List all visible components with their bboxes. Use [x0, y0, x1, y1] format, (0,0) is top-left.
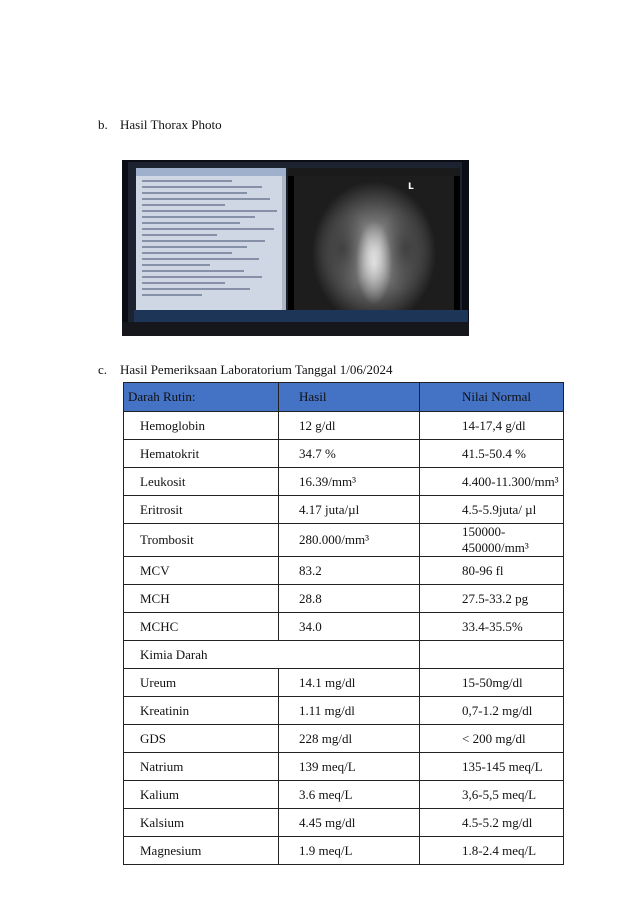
test-name: Kalium	[124, 781, 279, 809]
normal-range: 4.5-5.2 mg/dl	[420, 809, 564, 837]
test-name: Magnesium	[124, 837, 279, 865]
test-name: Kreatinin	[124, 697, 279, 725]
test-result: 1.9 meq/L	[279, 837, 420, 865]
table-row	[124, 440, 564, 468]
header-nilai-normal: Nilai Normal	[420, 383, 564, 412]
table-row	[124, 697, 564, 725]
normal-range: < 200 mg/dl	[420, 725, 564, 753]
test-name: Ureum	[124, 669, 279, 697]
test-result: 16.39/mm³	[279, 468, 420, 496]
table-row	[124, 412, 564, 440]
table-row	[124, 837, 564, 865]
section-row-kimia-darah	[124, 641, 564, 669]
test-name: Kalsium	[124, 809, 279, 837]
thorax-photo	[122, 160, 469, 336]
monitor-screen	[128, 162, 462, 322]
test-name: Hematokrit	[124, 440, 279, 468]
table-row	[124, 809, 564, 837]
normal-range: 0,7-1.2 mg/dl	[420, 697, 564, 725]
test-name: Natrium	[124, 753, 279, 781]
xray-viewer	[288, 168, 460, 316]
test-result: 34.0	[279, 613, 420, 641]
test-result: 228 mg/dl	[279, 725, 420, 753]
normal-range: 15-50mg/dl	[420, 669, 564, 697]
test-result: 139 meq/L	[279, 753, 420, 781]
table-header-row	[124, 383, 564, 412]
normal-range: 80-96 fl	[420, 557, 564, 585]
xray-side-marker: L	[408, 182, 414, 192]
test-name: Trombosit	[124, 524, 279, 557]
normal-range: 3,6-5,5 meq/L	[420, 781, 564, 809]
normal-range: 27.5-33.2 pg	[420, 585, 564, 613]
table-row	[124, 725, 564, 753]
test-name: MCH	[124, 585, 279, 613]
section-c-title: Hasil Pemeriksaan Laboratorium Tanggal 1/06/2024	[120, 362, 393, 377]
test-result: 28.8	[279, 585, 420, 613]
test-name: MCHC	[124, 613, 279, 641]
desk-edge	[122, 322, 469, 336]
test-name: MCV	[124, 557, 279, 585]
section-b-heading	[98, 117, 222, 133]
table-row	[124, 613, 564, 641]
test-result: 12 g/dl	[279, 412, 420, 440]
normal-range: 150000-450000/mm³	[420, 524, 564, 557]
empty-cell	[420, 641, 564, 669]
normal-range: 4.400-11.300/mm³	[420, 468, 564, 496]
test-result: 1.11 mg/dl	[279, 697, 420, 725]
section-c-marker: c.	[98, 362, 108, 377]
test-result: 4.17 juta/µl	[279, 496, 420, 524]
test-name: GDS	[124, 725, 279, 753]
normal-range: 4.5-5.9juta/ µl	[420, 496, 564, 524]
table-row	[124, 468, 564, 496]
kimia-darah-label: Kimia Darah	[124, 641, 420, 669]
table-row	[124, 557, 564, 585]
test-result: 280.000/mm³	[279, 524, 420, 557]
header-hasil: Hasil	[279, 383, 420, 412]
chest-xray-image	[294, 176, 454, 316]
normal-range: 1.8-2.4 meq/L	[420, 837, 564, 865]
test-result: 4.45 mg/dl	[279, 809, 420, 837]
scrollbar	[282, 176, 286, 316]
test-result: 14.1 mg/dl	[279, 669, 420, 697]
taskbar	[134, 310, 468, 322]
header-darah-rutin: Darah Rutin:	[124, 383, 279, 412]
section-b-title: Hasil Thorax Photo	[120, 117, 222, 132]
normal-range: 33.4-35.5%	[420, 613, 564, 641]
table-row	[124, 496, 564, 524]
table-row	[124, 524, 564, 557]
section-b-marker: b.	[98, 117, 108, 132]
normal-range: 41.5-50.4 %	[420, 440, 564, 468]
normal-range: 14-17,4 g/dl	[420, 412, 564, 440]
report-text-window	[136, 168, 286, 316]
test-name: Hemoglobin	[124, 412, 279, 440]
table-row	[124, 753, 564, 781]
test-name: Eritrosit	[124, 496, 279, 524]
table-row	[124, 781, 564, 809]
test-result: 34.7 %	[279, 440, 420, 468]
table-row	[124, 585, 564, 613]
test-result: 83.2	[279, 557, 420, 585]
table-row	[124, 669, 564, 697]
section-c-heading	[98, 362, 393, 378]
lab-results-table	[123, 382, 564, 865]
test-name: Leukosit	[124, 468, 279, 496]
test-result: 3.6 meq/L	[279, 781, 420, 809]
normal-range: 135-145 meq/L	[420, 753, 564, 781]
